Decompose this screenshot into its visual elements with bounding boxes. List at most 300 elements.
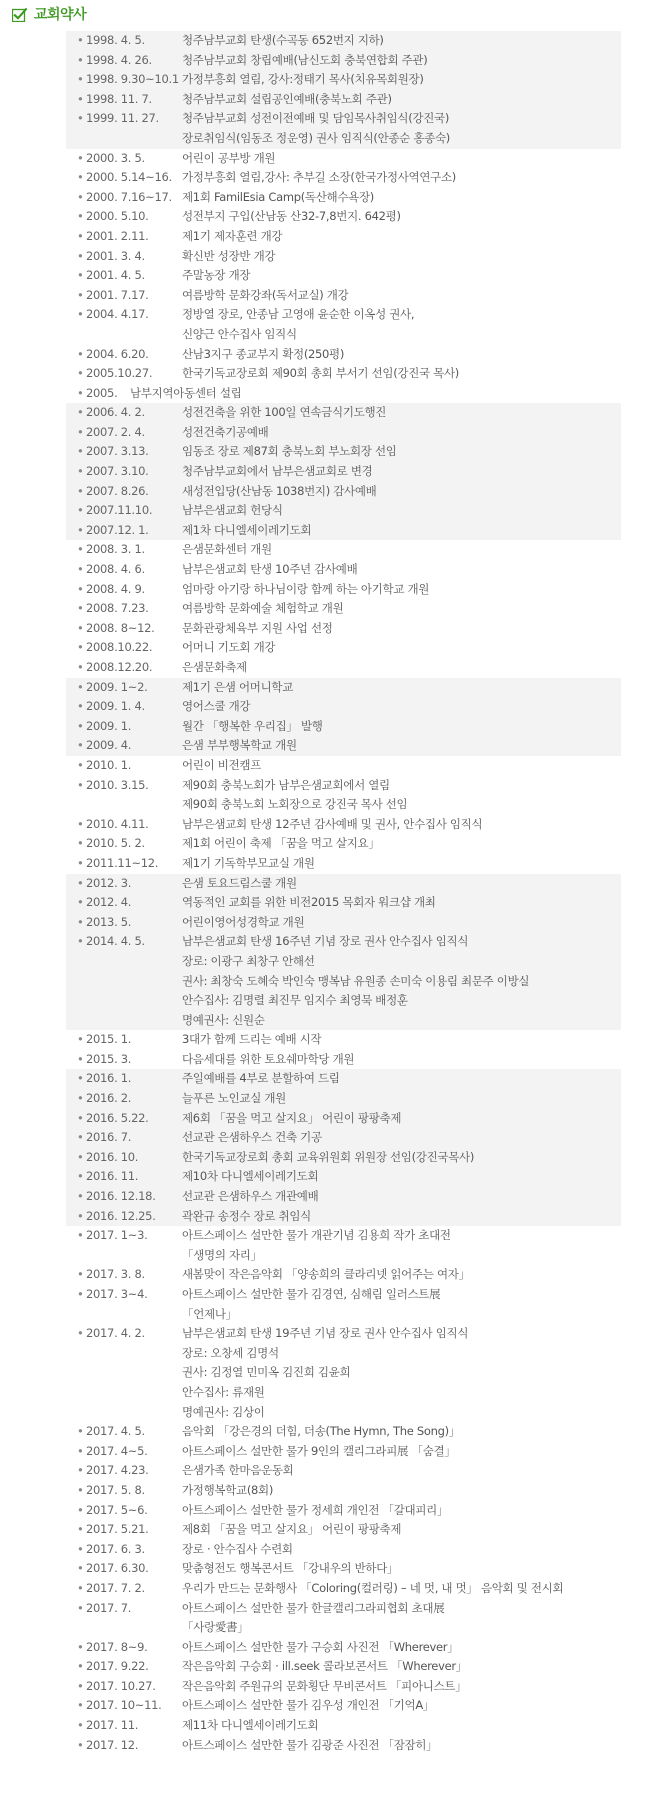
event-date: 2013. 5. <box>86 914 132 929</box>
event-date: 2000. 5.14~16. <box>86 170 172 185</box>
event-date: 2008.12.20. <box>86 660 153 674</box>
event-line: 확신반 성장반 개강 <box>182 248 276 263</box>
bullet-icon: • <box>77 1326 84 1341</box>
bullet-icon: • <box>77 150 84 165</box>
event-date: 2016. 2. <box>86 1091 132 1106</box>
bullet-icon: • <box>77 1698 84 1713</box>
timeline-row <box>66 1050 621 1070</box>
event-description <box>182 1069 621 1089</box>
timeline-row <box>66 1696 621 1716</box>
event-line: 「사랑愛書」 <box>182 1620 249 1635</box>
bullet-icon: • <box>77 1051 84 1066</box>
event-description <box>182 1599 621 1638</box>
event-line: 아트스페이스 설만한 물가 9인의 캘리그라피展 「숨결」 <box>182 1443 456 1458</box>
timeline-group <box>66 1069 621 1226</box>
event-description <box>182 638 621 658</box>
bullet-icon: • <box>77 601 84 616</box>
event-line: 역동적인 교회를 위한 비전2015 목회자 워크샵 개최 <box>182 895 436 910</box>
event-description <box>182 1030 621 1050</box>
timeline-row <box>66 1677 621 1697</box>
timeline-row <box>66 1540 621 1560</box>
timeline-row <box>66 462 621 482</box>
timeline-row <box>66 599 621 619</box>
event-description <box>182 599 621 619</box>
bullet-icon: • <box>77 366 84 381</box>
event-line: 청주남부교회 성전이전예배 및 담임목사취임식(강진국) <box>182 111 450 126</box>
event-description <box>182 815 621 835</box>
bullet-icon: • <box>77 699 84 714</box>
bullet-icon: • <box>77 542 84 557</box>
timeline-group <box>66 1226 621 1755</box>
event-date: 2001. 2.11. <box>86 228 149 243</box>
event-description <box>182 717 621 737</box>
event-description <box>182 266 621 286</box>
timeline-row <box>66 1207 621 1227</box>
timeline-row <box>66 1422 621 1442</box>
bullet-icon: • <box>77 1149 84 1164</box>
event-date: 2008.10.22. <box>86 640 153 655</box>
event-line: 제1회 어린이 축제 「꿈을 먹고 살지요」 <box>182 836 380 851</box>
timeline-group <box>66 149 621 404</box>
event-date: 1998. 4. 26. <box>86 52 152 67</box>
event-date: 2017. 8~9. <box>86 1639 148 1654</box>
event-description <box>182 619 621 639</box>
timeline-row <box>66 403 621 423</box>
event-description <box>182 188 621 208</box>
event-date: 2011.11~12. <box>86 855 159 870</box>
event-date: 1998. 4. 5. <box>86 33 145 47</box>
event-date: 2010. 3.15. <box>86 777 149 792</box>
timeline-group <box>66 540 621 677</box>
event-line: 늘푸른 노인교실 개원 <box>182 1091 286 1106</box>
timeline-row <box>66 482 621 502</box>
bullet-icon: • <box>77 1032 84 1047</box>
event-date: 2016. 5.22. <box>86 1110 149 1125</box>
event-date: 1998. 11. 7. <box>86 91 152 106</box>
event-description <box>182 1265 621 1285</box>
bullet-icon: • <box>77 72 84 87</box>
timeline-row <box>66 1579 621 1599</box>
page-title: 교회약사 <box>34 7 87 23</box>
event-date: 2017. 1~3. <box>86 1228 148 1243</box>
event-date: 2009. 1. <box>86 718 132 733</box>
bullet-icon: • <box>77 1287 84 1301</box>
event-description <box>182 874 621 894</box>
event-line: 제1회 FamilEsia Camp(독산해수욕장) <box>182 189 374 204</box>
event-description <box>182 834 621 854</box>
event-line: 제1기 기독학부모교실 개원 <box>182 855 315 870</box>
event-line: 아트스페이스 설만한 물가 개관기념 김용희 작가 초대전 <box>182 1228 451 1243</box>
event-line: 새봄맞이 작은음악회 「양송희의 클라리넷 읽어주는 여자」 <box>182 1267 470 1282</box>
event-date: 2005. <box>86 385 118 400</box>
event-line: 어린이 비전캠프 <box>182 757 262 772</box>
event-description <box>182 1226 621 1265</box>
event-date: 2016. 11. <box>86 1169 139 1184</box>
event-description <box>182 1050 621 1070</box>
event-line: 새성전입당(산남동 1038번지) 감사예배 <box>182 483 377 498</box>
event-description <box>182 540 621 560</box>
event-description <box>182 1716 621 1736</box>
event-description <box>182 1167 621 1187</box>
event-line: 청주남부교회 창립예배(남신도회 충북연합회 주관) <box>182 52 428 67</box>
event-line: 제90회 충북노회 노회장으로 강진국 목사 선임 <box>182 797 408 812</box>
bullet-icon: • <box>77 1580 84 1595</box>
bullet-icon: • <box>77 757 84 772</box>
event-date: 2008. 4. 6. <box>86 562 145 577</box>
timeline-row <box>66 1187 621 1207</box>
event-line: 정방열 장로, 안종남 고영애 윤순한 이옥성 권사, <box>182 307 415 322</box>
bullet-icon: • <box>77 875 84 890</box>
event-date: 2006. 4. 2. <box>86 405 145 420</box>
event-description <box>182 560 621 580</box>
event-description <box>182 149 621 169</box>
event-date: 2000. 3. 5. <box>86 150 145 165</box>
event-description <box>182 1559 621 1579</box>
event-date: 2008. 4. 9. <box>86 581 145 596</box>
event-description <box>182 756 621 776</box>
bullet-icon: • <box>77 914 84 929</box>
timeline-row <box>66 501 621 521</box>
event-date: 2017. 3. 8. <box>86 1267 145 1282</box>
event-description <box>182 913 621 933</box>
event-description <box>182 1481 621 1501</box>
event-line: 청주남부교회 설립공인예배(충북노회 주관) <box>182 91 392 106</box>
event-description <box>182 1638 621 1658</box>
timeline-row <box>66 913 621 933</box>
event-line: 은샘 토요드림스쿨 개원 <box>182 875 297 890</box>
event-date: 2007.12. 1. <box>86 522 149 537</box>
event-date: 2008. 7.23. <box>86 601 149 616</box>
event-line: 명예권사: 신원순 <box>182 1012 265 1027</box>
bullet-icon: • <box>77 855 84 870</box>
bullet-icon: • <box>77 91 84 106</box>
timeline-group <box>66 31 621 149</box>
timeline-row <box>66 1481 621 1501</box>
bullet-icon: • <box>77 483 84 498</box>
timeline-row <box>66 1599 621 1638</box>
timeline-row <box>66 893 621 913</box>
event-line: 곽완규 송정수 장로 취임식 <box>182 1208 311 1223</box>
event-description <box>130 384 621 404</box>
event-line: 은샘문화축제 <box>182 660 247 674</box>
event-line: 월간 「행복한 우리집」 발행 <box>182 718 323 733</box>
event-date: 2017. 12. <box>86 1737 139 1752</box>
event-date: 2007. 8.26. <box>86 483 149 498</box>
timeline-group <box>66 1030 621 1069</box>
timeline-row <box>66 1128 621 1148</box>
event-line: 아트스페이스 설만한 물가 한글캘리그라피협회 초대展 <box>182 1600 445 1615</box>
event-line: 장로취임식(임동조 정운영) 권사 임직식(안종순 홍종숙) <box>182 130 450 145</box>
event-description <box>182 678 621 698</box>
event-line: 남부은샘교회 헌당식 <box>182 503 283 518</box>
event-date: 2007. 2. 4. <box>86 424 145 439</box>
timeline-row <box>66 51 621 71</box>
bullet-icon: • <box>77 738 84 753</box>
event-description <box>182 1442 621 1462</box>
event-description <box>182 1187 621 1207</box>
event-line: 다음세대를 위한 토요쉐마학당 개원 <box>182 1051 355 1066</box>
event-description <box>182 521 621 541</box>
bullet-icon: • <box>77 1718 84 1733</box>
bullet-icon: • <box>77 405 84 420</box>
event-line: 맞춤형전도 행복콘서트 「강내우의 반하다」 <box>182 1561 399 1576</box>
event-date: 2010. 1. <box>86 757 132 772</box>
event-line: 제11차 다니엘세이레기도회 <box>182 1718 319 1733</box>
timeline-row <box>66 1736 621 1756</box>
event-line: 안수집사: 김명렬 최진무 임지수 최영묵 배정훈 <box>182 993 408 1008</box>
timeline-row <box>66 717 621 737</box>
bullet-icon: • <box>77 1463 84 1478</box>
event-description <box>182 658 621 678</box>
timeline-row <box>66 364 621 384</box>
bullet-icon: • <box>77 562 84 577</box>
event-date: 2016. 12.25. <box>86 1208 156 1223</box>
event-date: 2017. 3~4. <box>86 1287 148 1301</box>
event-description <box>182 854 621 874</box>
event-line: 음악회 「강은경의 더힘, 더송(The Hymn, The Song)」 <box>182 1424 460 1439</box>
event-line: 청주남부교회에서 남부은샘교회로 변경 <box>182 464 373 479</box>
event-date: 2000. 7.16~17. <box>86 189 172 204</box>
bullet-icon: • <box>77 620 84 635</box>
bullet-icon: • <box>77 189 84 204</box>
bullet-icon: • <box>77 287 84 302</box>
event-description <box>182 247 621 267</box>
timeline-row <box>66 540 621 560</box>
timeline-row <box>66 874 621 894</box>
event-date: 2012. 4. <box>86 895 132 910</box>
event-description <box>182 403 621 423</box>
bullet-icon: • <box>77 718 84 733</box>
event-line: 안수집사: 류재원 <box>182 1384 265 1399</box>
timeline-row <box>66 1716 621 1736</box>
event-description <box>182 1696 621 1716</box>
event-line: 권사: 김정열 민미옥 김진희 김윤희 <box>182 1365 351 1380</box>
event-date: 2016. 10. <box>86 1149 139 1164</box>
event-description <box>182 345 621 365</box>
event-date: 2017. 4. 2. <box>86 1326 145 1341</box>
event-description <box>182 1677 621 1697</box>
event-description <box>182 1148 621 1168</box>
bullet-icon: • <box>77 444 84 459</box>
event-description <box>182 893 621 913</box>
timeline-row <box>66 1030 621 1050</box>
event-date: 2016. 1. <box>86 1071 132 1086</box>
event-date: 2017. 5~6. <box>86 1502 148 1517</box>
event-description <box>182 1736 621 1756</box>
timeline-row <box>66 1167 621 1187</box>
bullet-icon: • <box>77 1169 84 1184</box>
timeline-row <box>66 188 621 208</box>
timeline-row <box>66 247 621 267</box>
event-line: 은샘 부부행복학교 개원 <box>182 738 297 753</box>
bullet-icon: • <box>77 346 84 361</box>
timeline-row <box>66 1089 621 1109</box>
event-date: 2008. 8~12. <box>86 620 155 635</box>
event-description <box>182 227 621 247</box>
bullet-icon: • <box>77 464 84 479</box>
event-date: 2017. 6.30. <box>86 1561 149 1576</box>
timeline-row <box>66 658 621 678</box>
event-line: 선교관 은샘하우스 개관예배 <box>182 1189 319 1204</box>
bullet-icon: • <box>77 111 84 126</box>
event-date: 2007. 3.10. <box>86 464 149 479</box>
event-date: 2017. 4. 5. <box>86 1424 145 1439</box>
bullet-icon: • <box>77 1522 84 1537</box>
event-description <box>182 932 621 1030</box>
bullet-icon: • <box>77 385 84 400</box>
bullet-icon: • <box>77 640 84 655</box>
bullet-icon: • <box>77 33 84 47</box>
event-date: 2008. 3. 1. <box>86 542 145 557</box>
event-line: 제6회 「꿈을 먹고 살지요」 어린이 팡팡축제 <box>182 1110 402 1125</box>
timeline-row <box>66 560 621 580</box>
event-description <box>182 207 621 227</box>
event-description <box>182 776 621 815</box>
event-date: 2017. 10~11. <box>86 1698 162 1713</box>
event-line: 장로: 이광구 최창구 안해선 <box>182 953 315 968</box>
bullet-icon: • <box>77 660 84 674</box>
event-line: 선교관 은샘하우스 건축 기공 <box>182 1130 322 1145</box>
event-date: 2017. 6. 3. <box>86 1541 145 1556</box>
event-line: 「생명의 자리」 <box>182 1247 262 1262</box>
timeline-row <box>66 1109 621 1129</box>
timeline-row <box>66 932 621 1030</box>
event-line: 청주남부교회 탄생(수곡동 652번지 지하) <box>182 33 384 47</box>
event-line: 가정부흥회 열림, 강사:정태기 목사(치유목회원장) <box>182 72 424 87</box>
event-date: 2001. 3. 4. <box>86 248 145 263</box>
bullet-icon: • <box>77 836 84 851</box>
bullet-icon: • <box>77 1639 84 1654</box>
event-date: 2007.11.10. <box>86 503 153 518</box>
bullet-icon: • <box>77 424 84 439</box>
event-description <box>182 31 621 51</box>
timeline-row <box>66 286 621 306</box>
event-line: 작은음악회 구승회 · ill.seek 콜라보콘서트 「Wherever」 <box>182 1659 467 1674</box>
event-date: 2017. 4~5. <box>86 1443 148 1458</box>
event-line: 여름방학 문화강좌(독서교실) 개강 <box>182 287 349 302</box>
timeline-row <box>66 1069 621 1089</box>
event-date: 2017. 9.22. <box>86 1659 149 1674</box>
event-date: 2017. 4.23. <box>86 1463 149 1478</box>
bullet-icon: • <box>77 1424 84 1439</box>
event-description <box>182 1579 621 1599</box>
event-line: 엄마랑 아기랑 하나님이랑 함께 하는 아기학교 개원 <box>182 581 430 596</box>
event-line: 어머니 기도회 개강 <box>182 640 276 655</box>
event-description <box>182 1324 621 1422</box>
bullet-icon: • <box>77 1600 84 1615</box>
bullet-icon: • <box>77 1208 84 1223</box>
bullet-icon: • <box>77 1541 84 1556</box>
bullet-icon: • <box>77 1091 84 1106</box>
timeline-row <box>66 697 621 717</box>
event-description <box>182 1501 621 1521</box>
bullet-icon: • <box>77 1110 84 1125</box>
event-line: 남부은샘교회 탄생 19주년 기념 장로 권사 안수집사 임직식 <box>182 1326 469 1341</box>
bullet-icon: • <box>77 1482 84 1497</box>
event-date: 2005.10.27. <box>86 366 153 381</box>
event-line: 명예권사: 김상이 <box>182 1404 265 1419</box>
timeline-row <box>66 207 621 227</box>
event-line: 한국기독교장로회 총회 교육위원회 위원장 선임(강진국목사) <box>182 1149 475 1164</box>
event-date: 2010. 5. 2. <box>86 836 145 851</box>
event-description <box>182 462 621 482</box>
event-line: 아트스페이스 설만한 물가 구승회 사진전 「Wherever」 <box>182 1639 459 1654</box>
event-date: 2004. 4.17. <box>86 307 149 322</box>
timeline-row <box>66 1461 621 1481</box>
event-line: 제1차 다니엘세이레기도회 <box>182 522 312 537</box>
bullet-icon: • <box>77 1130 84 1145</box>
event-description <box>182 442 621 462</box>
timeline-group <box>66 874 621 1031</box>
event-line: 은샘문화센터 개원 <box>182 542 272 557</box>
event-line: 제8회 「꿈을 먹고 살지요」 어린이 팡팡축제 <box>182 1522 402 1537</box>
event-date: 2017. 7. 2. <box>86 1580 145 1595</box>
event-line: 어린이 공부방 개원 <box>182 150 276 165</box>
bullet-icon: • <box>77 777 84 792</box>
event-description <box>182 1128 621 1148</box>
bullet-icon: • <box>77 1737 84 1752</box>
event-line: 신양근 안수집사 임직식 <box>182 326 297 341</box>
bullet-icon: • <box>77 1659 84 1674</box>
event-date: 1998. 9.30~10.1 <box>86 72 179 87</box>
event-date: 2017. 10.27. <box>86 1678 156 1693</box>
timeline-group <box>66 403 621 540</box>
bullet-icon: • <box>77 307 84 322</box>
timeline-row <box>66 1324 621 1422</box>
event-date: 2017. 5.21. <box>86 1522 149 1537</box>
bullet-icon: • <box>77 268 84 283</box>
event-line: 우리가 만드는 문화행사 「Coloring(컬러링) – 네 멋, 내 멋」 음악회 및 전시회 <box>182 1580 564 1595</box>
timeline-row <box>66 345 621 365</box>
event-line: 남부지역아동센터 설립 <box>130 385 242 400</box>
bullet-icon: • <box>77 679 84 694</box>
timeline-row <box>66 834 621 854</box>
event-line: 임동조 장로 제87회 충북노회 부노회장 선임 <box>182 444 397 459</box>
bullet-icon: • <box>77 934 84 949</box>
event-line: 장로 · 안수집사 수련회 <box>182 1541 293 1556</box>
event-line: 성전부지 구입(산남동 산32-7,8번지. 642평) <box>182 209 401 224</box>
event-date: 2007. 3.13. <box>86 444 149 459</box>
event-line: 성전건축을 위한 100일 연속금식기도행진 <box>182 405 387 420</box>
bullet-icon: • <box>77 503 84 518</box>
event-description <box>182 501 621 521</box>
event-line: 주일예배를 4부로 분할하여 드림 <box>182 1071 340 1086</box>
event-line: 아트스페이스 설만한 물가 정세희 개인전 「갈대피리」 <box>182 1502 449 1517</box>
event-description <box>182 1461 621 1481</box>
bullet-icon: • <box>77 170 84 185</box>
timeline-row <box>66 1148 621 1168</box>
event-description <box>182 1540 621 1560</box>
event-date: 2012. 3. <box>86 875 132 890</box>
bullet-icon: • <box>77 1561 84 1576</box>
timeline-row <box>66 638 621 658</box>
bullet-icon: • <box>77 1071 84 1086</box>
event-description <box>182 1422 621 1442</box>
event-description <box>182 1520 621 1540</box>
event-description <box>182 1089 621 1109</box>
event-line: 가정행복학교(8회) <box>182 1482 274 1497</box>
event-description <box>182 1207 621 1227</box>
timeline-row <box>66 678 621 698</box>
event-line: 제1기 은샘 어머니학교 <box>182 679 294 694</box>
event-description <box>182 305 621 344</box>
event-date: 2001. 7.17. <box>86 287 149 302</box>
timeline-group <box>66 678 621 756</box>
check-icon <box>12 7 27 22</box>
bullet-icon: • <box>77 1502 84 1517</box>
timeline-row <box>66 580 621 600</box>
timeline-row <box>66 1265 621 1285</box>
